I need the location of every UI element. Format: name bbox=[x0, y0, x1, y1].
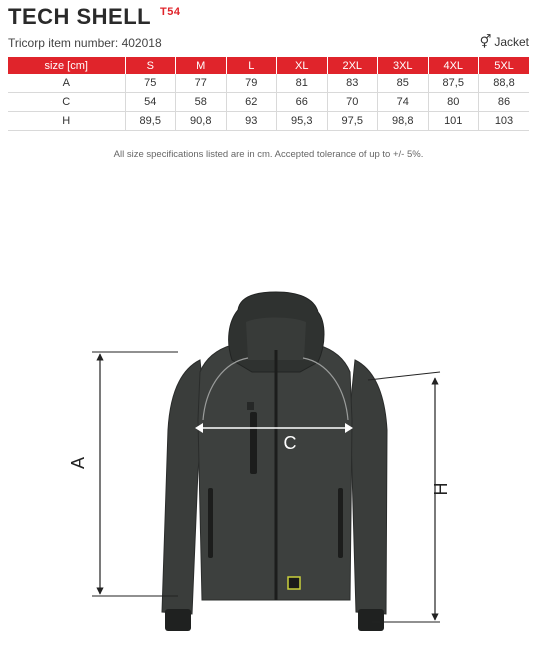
size-col: XL bbox=[277, 57, 328, 74]
table-cell: 83 bbox=[327, 74, 378, 93]
chest-badge bbox=[247, 402, 254, 410]
table-cell: 70 bbox=[327, 93, 378, 112]
product-name: TECH SHELL bbox=[8, 4, 152, 29]
table-cell: 97,5 bbox=[327, 112, 378, 131]
table-cell: 54 bbox=[125, 93, 176, 112]
tolerance-note: All size specifications listed are in cm. Accepted tolerance of up to +/- 5%. bbox=[113, 149, 424, 160]
right-pocket-zip bbox=[338, 488, 343, 558]
measure-c-label: C bbox=[283, 433, 297, 453]
row-label: H bbox=[8, 112, 125, 131]
row-label: C bbox=[8, 93, 125, 112]
row-label: A bbox=[8, 74, 125, 93]
jacket-right-cuff bbox=[358, 609, 384, 631]
size-col: 3XL bbox=[378, 57, 429, 74]
table-cell: 103 bbox=[479, 112, 530, 131]
size-col: L bbox=[226, 57, 277, 74]
table-cell: 75 bbox=[125, 74, 176, 93]
table-cell: 95,3 bbox=[277, 112, 328, 131]
left-pocket-zip bbox=[208, 488, 213, 558]
table-cell: 98,8 bbox=[378, 112, 429, 131]
measure-a-label: A bbox=[68, 456, 88, 470]
chest-pocket-zip bbox=[250, 412, 257, 474]
table-cell: 90,8 bbox=[176, 112, 227, 131]
table-cell: 88,8 bbox=[479, 74, 530, 93]
product-code: T54 bbox=[160, 6, 181, 18]
size-col: 5XL bbox=[479, 57, 530, 74]
size-col: S bbox=[125, 57, 176, 74]
item-number: Tricorp item number: 402018 bbox=[8, 36, 162, 50]
table-cell: 66 bbox=[277, 93, 328, 112]
table-cell: 89,5 bbox=[125, 112, 176, 131]
jacket-right-sleeve bbox=[350, 360, 387, 614]
table-cell: 80 bbox=[428, 93, 479, 112]
unisex-icon: ⚥ bbox=[479, 34, 492, 49]
table-cell: 74 bbox=[378, 93, 429, 112]
brand-tag bbox=[288, 577, 300, 589]
jacket-illustration bbox=[162, 292, 387, 631]
table-cell: 86 bbox=[479, 93, 530, 112]
size-col: 2XL bbox=[327, 57, 378, 74]
table-cell: 62 bbox=[226, 93, 277, 112]
table-cell: 81 bbox=[277, 74, 328, 93]
jacket-left-cuff bbox=[165, 609, 191, 631]
size-header-label: size [cm] bbox=[8, 57, 125, 74]
size-col: M bbox=[176, 57, 227, 74]
table-cell: 58 bbox=[176, 93, 227, 112]
table-cell: 85 bbox=[378, 74, 429, 93]
table-cell: 79 bbox=[226, 74, 277, 93]
table-cell: 101 bbox=[428, 112, 479, 131]
table-cell: 93 bbox=[226, 112, 277, 131]
measure-h-label: H bbox=[431, 482, 451, 496]
category-text: Jacket bbox=[494, 35, 529, 49]
size-col: 4XL bbox=[428, 57, 479, 74]
table-cell: 87,5 bbox=[428, 74, 479, 93]
table-cell: 77 bbox=[176, 74, 227, 93]
